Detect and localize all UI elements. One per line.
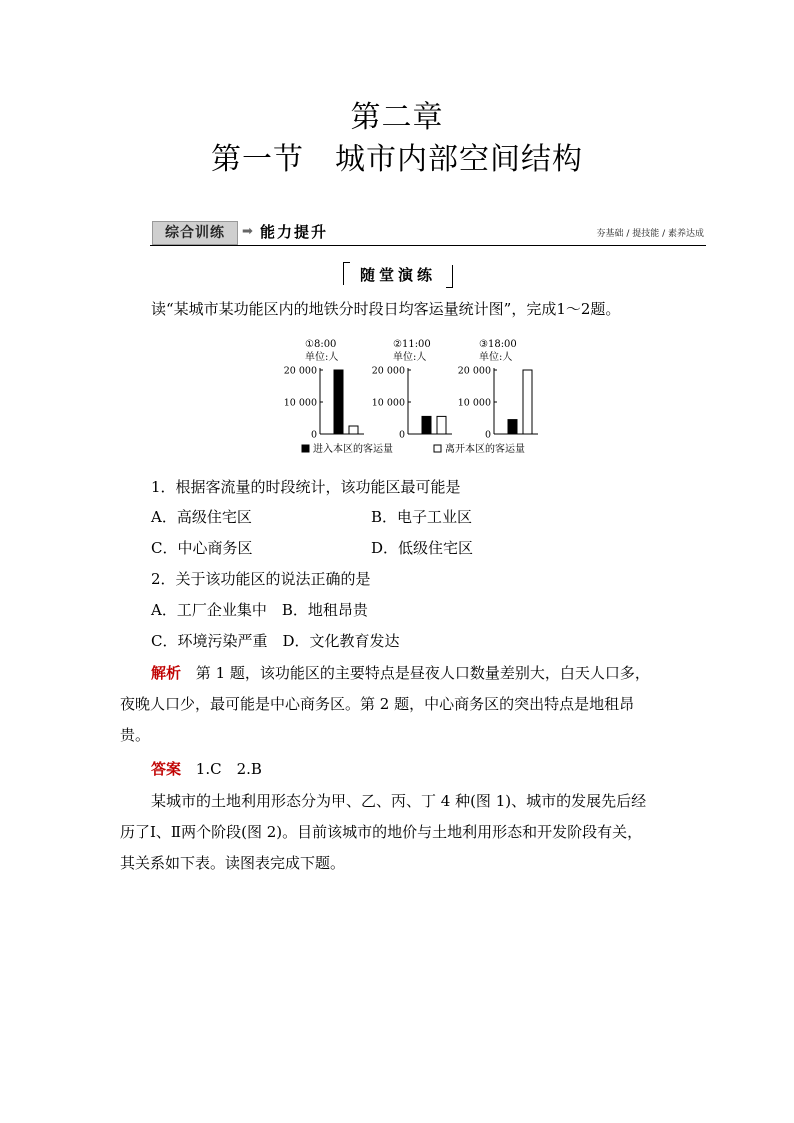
question-intro: 读“某城市某功能区内的地铁分时段日均客运量统计图”，完成1～2题。 [151, 300, 621, 318]
answer-text: 1.C 2.B [195, 760, 262, 778]
y-tick-label: 10 000 [283, 397, 317, 409]
metro-ridership-chart [282, 334, 552, 460]
q1-option-b: B．电子工业区 [371, 508, 473, 526]
y-tick-label: 10 000 [457, 397, 491, 409]
panel-unit-label: 单位:人 [305, 352, 339, 363]
panel-unit-label: 单位:人 [393, 352, 427, 363]
answer-line [151, 758, 262, 780]
y-tick-label: 20 000 [283, 365, 317, 377]
answer-label: 答案 [151, 760, 182, 778]
next-intro-line-1: 某城市的土地利用形态分为甲、乙、丙、丁 4 种(图 1)、城市的发展先后经 [151, 792, 647, 810]
legend-entering: 进入本区的客运量 [313, 444, 393, 455]
panel-title: ①8:00 [305, 339, 337, 350]
y-tick-label: 0 [484, 429, 491, 441]
legend-swatch-entering [302, 445, 309, 452]
q2-options-ab: A．工厂企业集中 B．地租昂贵 [151, 601, 368, 619]
q1-option-d: D．低级住宅区 [371, 539, 474, 557]
q2-options-cd: C．环境污染严重 D．文化教育发达 [151, 632, 400, 650]
banner-label: 能力提升 [260, 223, 329, 241]
subsection-heading [343, 262, 453, 288]
next-intro-line-2: 历了Ⅰ、Ⅱ两个阶段(图 2)。目前该城市的地价与土地利用形态和开发阶段有关， [120, 823, 643, 841]
analysis-line-3: 贵。 [120, 726, 151, 744]
y-tick-label: 20 000 [371, 365, 405, 377]
q2-stem: 2．关于该功能区的说法正确的是 [151, 570, 371, 588]
analysis-label: 解析 [151, 664, 182, 682]
section-title: 第一节 城市内部空间结构 [211, 142, 583, 177]
q1-option-c: C．中心商务区 [151, 539, 253, 557]
bar-entering [422, 416, 431, 434]
y-tick-label: 10 000 [371, 397, 405, 409]
bracket-right [446, 265, 453, 288]
legend-leaving: 离开本区的客运量 [445, 444, 525, 455]
next-intro-line-3: 其关系如下表。读图表完成下题。 [120, 854, 346, 872]
q1-option-a: A．高级住宅区 [151, 508, 252, 526]
analysis-line-1 [151, 662, 650, 684]
panel-title: ②11:00 [393, 339, 431, 350]
subsection-label: 随堂演练 [359, 266, 436, 284]
analysis-line-2: 夜晚人口少，最可能是中心商务区。第 2 题，中心商务区的突出特点是地租昂 [120, 695, 635, 713]
banner-badge: 综合训练 [152, 221, 238, 245]
banner-tagline: 夯基础 / 提技能 / 素养达成 [596, 229, 704, 239]
legend-swatch-leaving [434, 445, 441, 452]
analysis-text-1: 第 1 题，该功能区的主要特点是昼夜人口数量差别大，白天人口多， [195, 664, 650, 682]
y-tick-label: 0 [310, 429, 317, 441]
bracket-left [343, 262, 350, 285]
bar-leaving [523, 370, 532, 434]
exercise-banner [150, 219, 706, 245]
panel-title: ③18:00 [479, 339, 517, 350]
bar-entering [334, 370, 343, 434]
banner-rule [150, 245, 706, 246]
y-tick-label: 20 000 [457, 365, 491, 377]
bar-entering [508, 420, 517, 434]
bar-leaving [349, 426, 358, 434]
y-tick-label: 0 [398, 429, 405, 441]
arrow-icon: ➡ [242, 224, 253, 239]
bar-leaving [437, 416, 446, 434]
panel-unit-label: 单位:人 [479, 352, 513, 363]
chapter-title: 第二章 [350, 100, 444, 135]
q1-stem: 1．根据客流量的时段统计，该功能区最可能是 [151, 478, 461, 496]
